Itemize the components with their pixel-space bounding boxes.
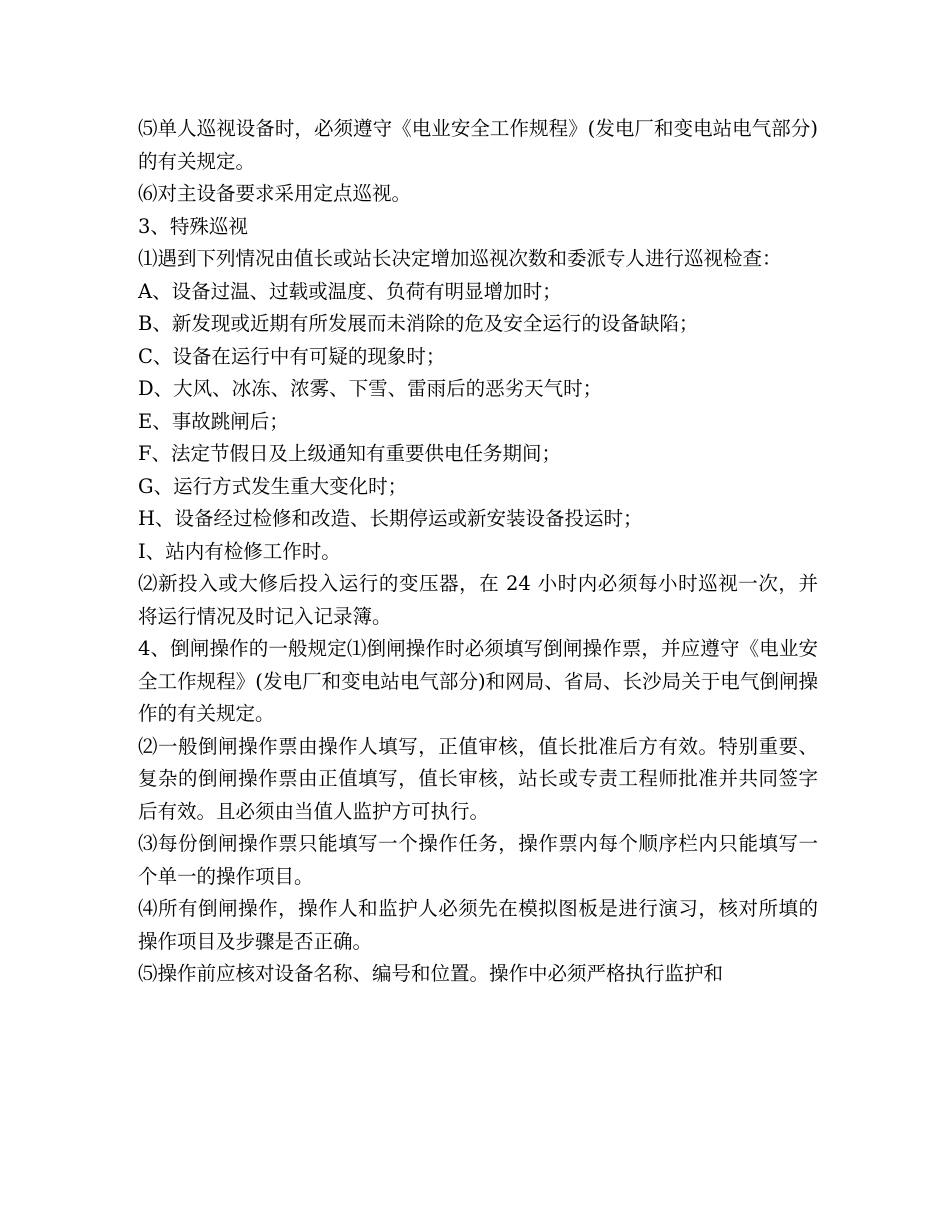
paragraph-switching-rules: 4、倒闸操作的一般规定⑴倒闸操作时必须填写倒闸操作票，并应遵守《电业安全工作规程》(发电厂和变电站电气部分)和网局、省局、长沙局关于电气倒闸操作的有关规定。 [138,637,818,725]
paragraph-simulation-drill: ⑷所有倒闸操作，操作人和监护人必须先在模拟图板是进行演习，核对所填的操作项目及步骤是否正确。 [138,897,818,953]
list-item-a: A、设备过温、过载或温度、负荷有明显增加时； [138,279,562,303]
document-body [138,113,818,991]
list-item-g: G、运行方式发生重大变化时； [138,474,408,498]
list-item-h: H、设备经过检修和改造、长期停运或新安装设备投运时； [138,507,643,530]
list-item-f: F、法定节假日及上级通知有重要供电任务期间； [138,442,562,465]
paragraph-special-patrol-conditions: ⑴遇到下列情况由值长或站长决定增加巡视次数和委派专人进行巡视检查： [138,247,782,270]
paragraph-fixed-point-patrol: ⑹对主设备要求采用定点巡视。 [138,182,412,205]
paragraph-new-transformer: ⑵新投入或大修后投入运行的变压器，在 24 小时内必须每小时巡视一次，并将运行情况及时记入记录簿。 [138,572,818,628]
paragraph-single-patrol: ⑸单人巡视设备时，必须遵守《电业安全工作规程》(发电厂和变电站电气部分)的有关规定。 [138,117,818,173]
list-item-e: E、事故跳闸后； [138,409,289,433]
paragraph-pre-operation-check: ⑸操作前应核对设备名称、编号和位置。操作中必须严格执行监护和 [138,962,724,985]
list-item-d: D、大风、冰冻、浓雾、下雪、雷雨后的恶劣天气时； [138,377,603,400]
paragraph-single-task: ⑶每份倒闸操作票只能填写一个操作任务，操作票内每个顺序栏内只能填写一个单一的操作项目。 [138,832,818,888]
list-item-c: C、设备在运行中有可疑的现象时； [138,344,446,368]
paragraph-switching-ticket: ⑵一般倒闸操作票由操作人填写，正值审核，值长批准后方有效。特别重要、复杂的倒闸操作票由正值填写，值长审核，站长或专责工程师批准并共同签字后有效。且必须由当值人监护方可执行。 [138,734,818,823]
heading-special-patrol: 3、特殊巡视 [138,214,248,238]
list-item-i: I、站内有检修工作时。 [138,539,341,563]
list-item-b: B、新发现或近期有所发展而未消除的危及安全运行的设备缺陷； [138,312,699,335]
